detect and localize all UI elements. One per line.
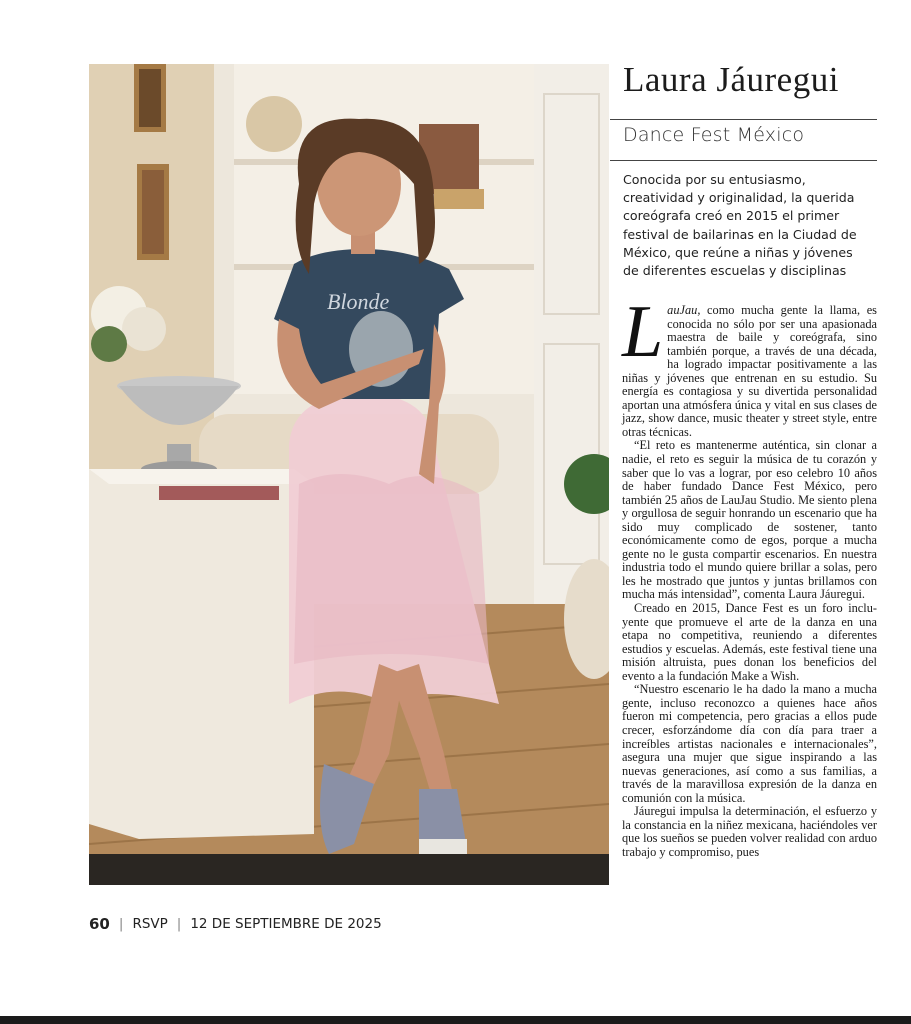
page-number: 60 xyxy=(89,915,110,933)
body-paragraph xyxy=(622,291,877,439)
page-footer xyxy=(89,915,382,933)
bottom-bar xyxy=(0,1016,911,1024)
article-intro: Conocida por su entusiasmo, creatividad y originalidad, la querida coreógrafa creó en 2015 el primer festival de bailarinas en la Ciudad de México, que reúne a niñas y jóvenes de diferentes escuelas y disciplinas xyxy=(623,172,857,279)
drop-cap: L xyxy=(622,291,664,373)
publication-name: RSVP xyxy=(132,916,168,932)
body-paragraph: Jáuregui impulsa la determinación, el esfuerzo y la constancia en la niñez mexicana, haciéndoles ver que los sueños se pueden volver realidad con arduo trabajo y compromiso, pues xyxy=(622,804,877,859)
issue-date: 12 DE SEPTIEMBRE DE 2025 xyxy=(190,916,382,932)
article-subtitle: Dance Fest México xyxy=(623,124,805,146)
footer-separator: | xyxy=(118,916,124,932)
title-rule xyxy=(610,119,877,120)
body-paragraph: “El reto es mantenerme auténtica, sin clonar a nadie, el reto es seguir la música de tu corazón y saber que lo vas a lograr, por eso celebro 10 años de haber fundado Dance Fest México, pero también 25 años de LauJau Studio. Me siento plena y orgullosa de seguir honrando un escenario que ha sido muy complicado de sostener, tanto económicamente como de egos, porque a mucha gente no le gusta compartir escenarios. En nuestra industria todo el mundo quiere brillar a solas, pero les he mostrado que juntos y juntas brillamos con mucha más intensidad”, comenta Laura Jáuregui. xyxy=(622,438,877,602)
article-title: Laura Jáuregui xyxy=(623,60,839,99)
footer-separator: | xyxy=(176,916,182,932)
shirt-print-text: Blonde xyxy=(327,289,390,314)
lead-word: auJau, xyxy=(667,303,701,317)
body-paragraph: “Nuestro escenario le ha dado la mano a mucha gente, incluso reconozco a quienes hace años fueron mi competencia, pero gracias a ellos pude crecer, esforzándome día con día para traer a increíbles artistas nacionales e internacionales”, asegura una mujer que sigue inspirando a las nuevas generaciones, así como a sus familias, a través de la maravillosa expresión de la danza en comunión con la música. xyxy=(622,682,877,805)
subtitle-rule xyxy=(610,160,877,161)
article-photo xyxy=(89,64,609,885)
paragraph-text: como mucha gente la llama, es conocida no sólo por ser una apasionada maestra de baile y coreógrafa, sino también porque, a través de una década, ha logrado impactar positivamente a las niñas y jóvenes que entrenan en su estudio. Su energía es contagiosa y su divertida personalidad aportan una atmósfera única y vital en sus clases de jazz, show dance, music theater y street style, entre otras técnicas. xyxy=(622,303,877,439)
body-paragraph: Creado en 2015, Dance Fest es un foro incluyente que promueve el arte de la danza en una etapa no competitiva, reuniendo a diferentes estudios y escuelas. Además, este festival tiene una misión altruista, pues donan los beneficios del evento a la fundación Make a Wish. xyxy=(622,601,877,683)
article-body xyxy=(622,291,877,859)
